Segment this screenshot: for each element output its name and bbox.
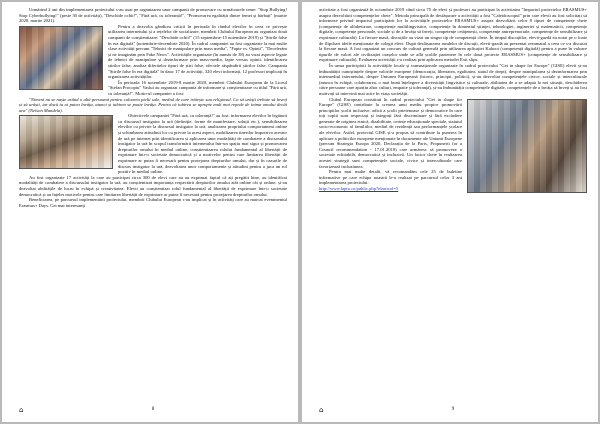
page-number-right: 9	[451, 407, 455, 412]
left-text-column	[19, 7, 287, 208]
left-paragraph-4: Obiectivele campaniei "Fără ură, cu toleranță!" au fost: informarea elevilor în legătură cu discursul instigator la ură (definiție, forme de manifestare, soluții etc.), sensibilizarea elevilor cu privire la discursul instigator la ură, analizarea propriului comportament online și schimbarea atitudinii lor cu privire la acest aspect, mobilizarea tinerilor împotriva acestor de ură pe internet prin identificarea și aplicarea unor modalități de combatere a discursului instigator la ură în scopul transformării internetului într-un spațiu mai sigur și promovarea drepturilor omului în mediul online, conștientizarea rolului fundamental al libertății de exprimare într-o societate democratică și a motivelor pentru care limitarea libertății de exprimare ar putea fi necesară pentru protejarea drepturilor omului, dar și în cazurile de discurs instigator la ură, dezvoltarea unor comportamente și atitudini pentru a juca un rol pozitiv în mediul online.	[118, 113, 287, 175]
right-text-column	[319, 7, 587, 195]
left-footer	[19, 406, 287, 414]
left-paragraph-6: Beneficiarea, pe parcursul implementării proiectului, membrii Clubului European s-au implicat și în activități care au marcat evenimentul Erasmus+ Days. Cei mai interesanți	[19, 197, 287, 208]
european-club-group-photo	[467, 99, 587, 193]
left-paragraph-5: Au fost organizate 17 activități la care au participat circa 300 de elevi care au au exprimat faptul că ați pregătit bine, au identificat modalități de combatere a discursului instigator la ură, au conștientizat importanța respectării drepturilor omului atât online cât și online, și-au dezvoltat abilitățile de lucru în echipă și creativitatea. Elevii au conștientizat rolul fundamental al libertății de exprimare într-o societate democratică și au înțeles motivele pentru care limitarea libertății de exprimare ar putea fi necesară pentru protejarea drepturilor omului.	[19, 174, 287, 197]
page-number-left: 8	[151, 407, 155, 412]
newsletter-link[interactable]: http://www.lapro.ro/public.php?idarticol=5	[319, 186, 399, 191]
students-classroom-photo	[19, 26, 103, 90]
right-paragraph-4: Pentru mai multe detalii, vă recomandăm cele 25 de buletine informative pe care echipa noastră le-a realizat pe parcursul celor 3 ani implementarea proiectului:	[319, 169, 462, 186]
home-icon[interactable]: ⌂	[19, 406, 24, 414]
home-icon[interactable]: ⌂	[319, 406, 324, 414]
right-page	[302, 2, 598, 422]
left-paragraph-3: În perioada 16 noiembrie 2019-8 martie 2020, membrii Clubului European de la Liceul "Ștefan Procopiu" Vaslui au organizat campania de informare și conștientizare cu titlul "Fără ură, cu toleranță!". Motto-ul campaniei a fost:	[108, 79, 287, 96]
right-paragraph-1: activitate a fost organizată în octombrie 2019 când circa 75 de elevi și profesori au participat la activitatea "Impactul proiectelor ERASMUS+ asupra dezvoltării competențelor cheie". Metoda principală de desfășurare a activității a fost "Caleidoscopul" prin care elevii au fost solicitați să informeze privind impactul participării lor la activitățile proiectelor ERASMUS+ asupra dezvoltării celor 8 tipuri de competențe cheie (competențe de alfabetizare, competențe multilingvistice, competențe în domeniul științei, tehnologiei, ingineriei și matematicii, competențe digitale, competențe personale, sociale și de a învăța să înveți, competențe cetățenești, competențe antreprenoriale, competențe de sensibilizare și exprimare culturală). La fiecare masă, discuțiile au vizat un singur tip de competență cheie. În timpul discuțiilor, elevii-gazdă au notat pe o foaie de flipchart ideile menționate de colegii elevi. După desfășurarea rundelor de discuții, elevii-gazdă au prezentat rezumatul a ceea ce s-a discutat la fiecare masă. A fost organizat un concurs de cultură generală prin utilizarea aplicației Kahoot (competență digitală) pentru a pune în valoare tipurile de valori ale civilizației orașelor unde se află școlile partenere în cele două proiecte ERASMUS+ (competențe de sensibilizare și exprimare culturală). Evaluarea activității s-a realizat prin aplicarea metodei Exit slips.	[319, 7, 587, 63]
right-paragraph-2: În urma participării la activitățile locale și transnaționale organizate în cadrul proiectului "Get in shape for Europe" (GISE) elevii și-au îmbunătățit cunoștințele despre valorile europene (democrația, libertatea, egalitatea, statul de drept), despre manipularea și dezinformarea prin intermediul internetului, despre Uniunea Europeană (istoric, principii, politici), și-au dezvoltat competențele civice, sociale și interculturale (munca în echipă, colaborarea, o mai bună înțelegere a diversității lingvistice și culturale, abilitatea de a se adapta la noi situații, deschiderea către persoane care aparțin altor culturi, empatie și toleranță), și-au îmbunătățit competențele digitale, competențele de a învăța să înveți și au fost motivați să intervină mai activ în viața societății.	[319, 62, 587, 96]
right-footer	[319, 406, 587, 414]
campaign-activity-photo	[19, 115, 113, 169]
left-paragraph-1: Urmărind 2 ani din implementarea proiectului s-au axat pe organizarea unor campanii de promovare cu următoarele teme: "Stop Bullying! Stop Cyberbullying!" (peste 30 de activități), "Deschide ochii!", "Fără ură, cu toleranță!", "Promovarea egalității dintre femei și bărbați" (martie 2020, martie 2021).	[19, 7, 287, 24]
right-paragraph-3: Clubul European constituit în cadrul proiectului "Get in shape for Europe" (GISE) contribuie la crearea unui mediu propice promovării principiilor școlii incluzive, adică a școlii prietenoase și democratice în care toți copiii sunt respectați și integrați fără discriminare și fără excludere generate de originea etnică, dizabilitate, cerințe educaționale speciale, statutul socio-economic al familiilor, mediul de rezidență sau performanțele școlare ale elevilor. Astfel, proiectul GISE și-a propus să contribuie la punerea în aplicare a politicilor europene menționate în documente ale Uniunii Europene (precum Strategia Europa 2020, Declarația de la Paris, Propunerii for a Council recommendation - 17.01.2018) care urmăresc să promoveze o societate echitabilă, democratică și incluzivă. Un factor cheie în realizarea acestei strategii sunt competențele sociale, civice și interculturale care favorizează incluziunea.	[319, 96, 462, 169]
left-page	[2, 2, 298, 422]
left-paragraph-2: Pentru a dezvolta gândirea critică în perioada în rândul elevilor în ceea ce privește utilizarea internetului și a rețelelor de socializare, membrii Clubului European au organizat două campanii de conștientizare: "Deschide ochii!" (15 septembrie-15 noiembrie 2019) și "Știrile false în era digitală" (noiembrie-decembrie 2020). În cadrul campaniei au fost organizate la mai multe clase activități precum "Tehnici de manipulare prin mass media", "Fapte vs. Opinii", "Decelerăm și ne imaginăm prin Fake News". Activitățile organizate (în număr de 38) au vizat aspecte legate de tehnici de manipulare și dezinformare prin mass-media, fapte versus opinii, identificarea știrilor false, analiza diferitelor tipuri de știri false, efectele răspândirii știrilor false. Campania "Știrile false în era digitală" în data: 17 de activități, 320 elevi informați, 12 profesori implicați în organizarea activităților.	[108, 23, 287, 80]
mandela-quote: "Nimeni nu se naște urând o altă persoană pentru culoarea pielii sale, mediul de care trăiește sau religiosul. Ca să urăști trebuie să înveți și să urăști, iar dacă tu ai putea învăța, atunci și iubirea se poate învăța. Pentru că iubirea se apropie mult mai repede de inima omului decât ura" (Nelson Mandela).	[19, 96, 287, 113]
